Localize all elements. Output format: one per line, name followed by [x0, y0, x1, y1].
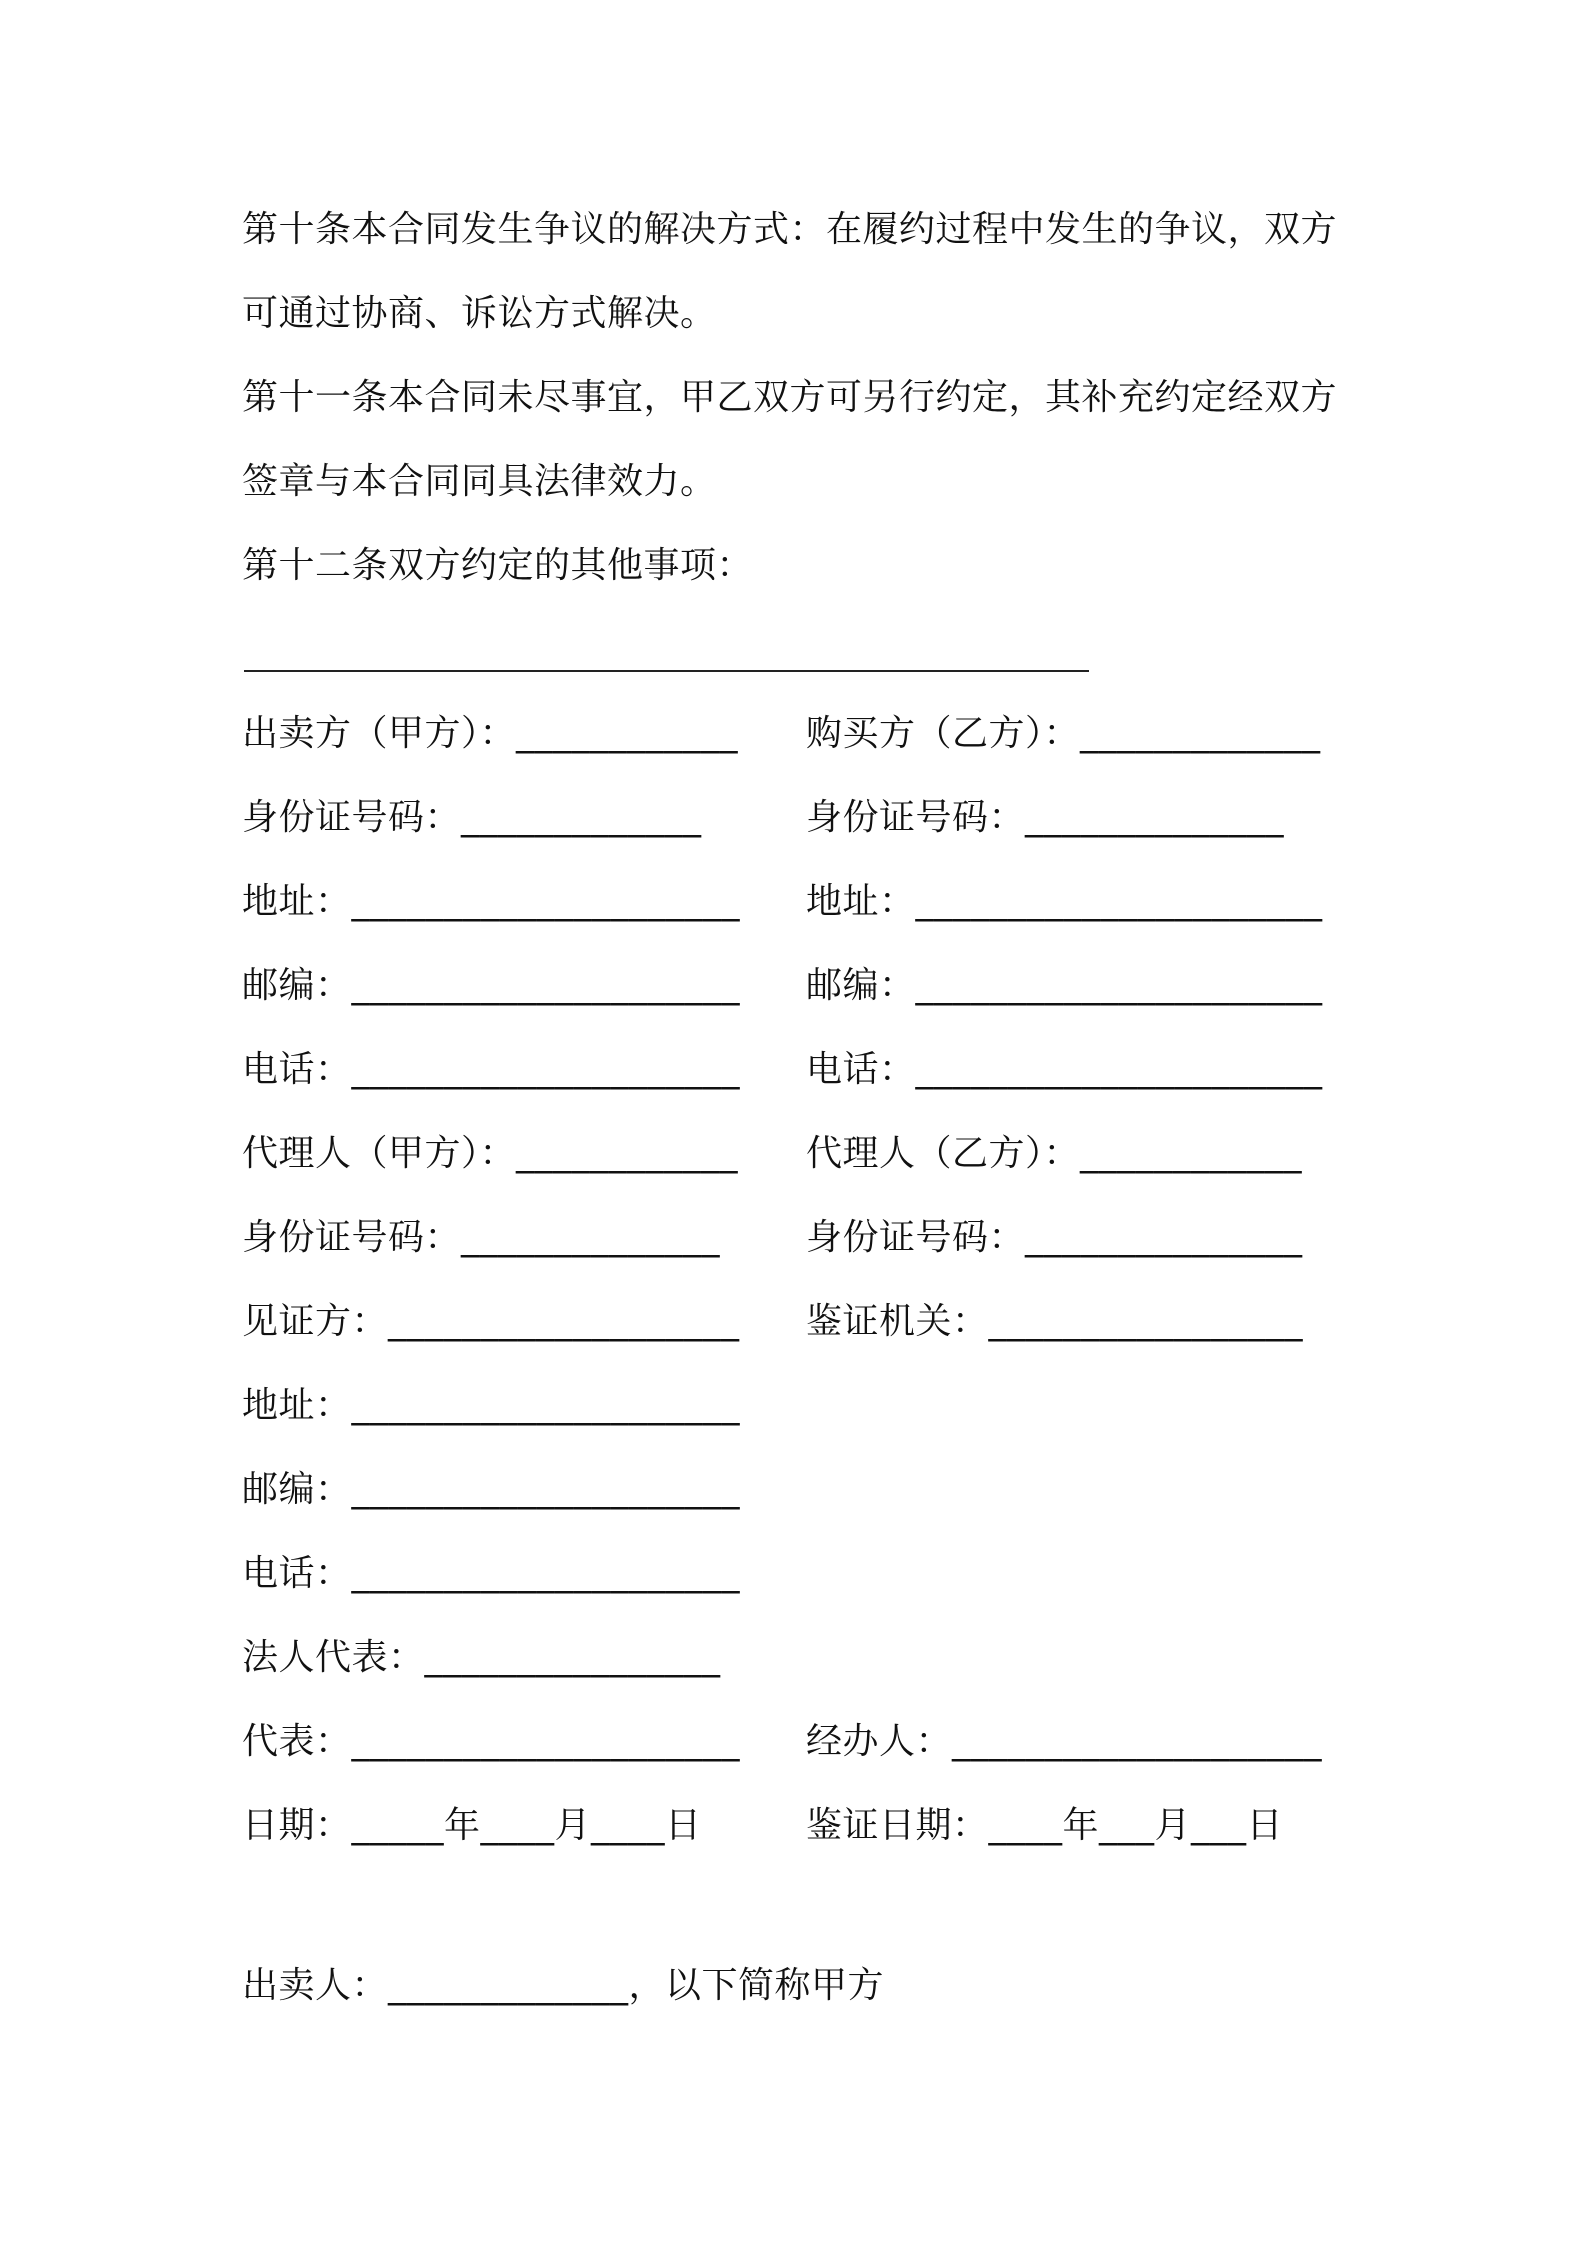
date-field: 日期：_____年____月____日 [242, 1805, 702, 1846]
buyer-address-field: 地址：______________________ [806, 881, 1323, 922]
legal-rep-field: 法人代表：________________ [242, 1637, 721, 1678]
seller-id-field: 身份证号码：_____________ [242, 797, 702, 838]
seller-agent-field: 代理人（甲方）：____________ [242, 1133, 739, 1174]
seller-phone-field: 电话：_____________________ [242, 1049, 741, 1090]
seller-party-field: 出卖方（甲方）：____________ [242, 713, 739, 754]
buyer-agent-field: 代理人（乙方）：____________ [806, 1133, 1303, 1174]
buyer-phone-field: 电话：______________________ [806, 1049, 1323, 1090]
buyer-postcode-field: 邮编：______________________ [806, 965, 1323, 1006]
buyer-agent-id-field: 身份证号码：_______________ [806, 1217, 1303, 1258]
witness-phone-field: 电话：_____________________ [242, 1553, 741, 1594]
article-11-line-2: 签章与本合同同具法律效力。 [242, 461, 717, 502]
article-11-line-1: 第十一条本合同未尽事宜，甲乙双方可另行约定，其补充约定经双方 [242, 377, 1338, 418]
buyer-party-field: 购买方（乙方）：_____________ [806, 713, 1321, 754]
blank-fill-line [244, 670, 1089, 672]
seller-address-field: 地址：_____________________ [242, 881, 741, 922]
representative-field: 代表：_____________________ [242, 1721, 741, 1762]
article-12-line: 第十二条双方约定的其他事项： [242, 545, 754, 586]
article-10-line-2: 可通过协商、诉讼方式解决。 [242, 293, 717, 334]
witness-field: 见证方：___________________ [242, 1301, 740, 1342]
authentication-date-field: 鉴证日期：____年___月___日 [806, 1805, 1284, 1846]
seller-intro-line: 出卖人：_____________，以下简称甲方 [242, 1965, 885, 2006]
witness-postcode-field: 邮编：_____________________ [242, 1469, 741, 1510]
seller-postcode-field: 邮编：_____________________ [242, 965, 741, 1006]
witness-address-field: 地址：_____________________ [242, 1385, 741, 1426]
buyer-id-field: 身份证号码：______________ [806, 797, 1285, 838]
seller-agent-id-field: 身份证号码：______________ [242, 1217, 721, 1258]
handler-field: 经办人：____________________ [806, 1721, 1323, 1762]
article-10-line-1: 第十条本合同发生争议的解决方式：在履约过程中发生的争议，双方 [242, 209, 1338, 250]
authority-field: 鉴证机关：_________________ [806, 1301, 1304, 1342]
